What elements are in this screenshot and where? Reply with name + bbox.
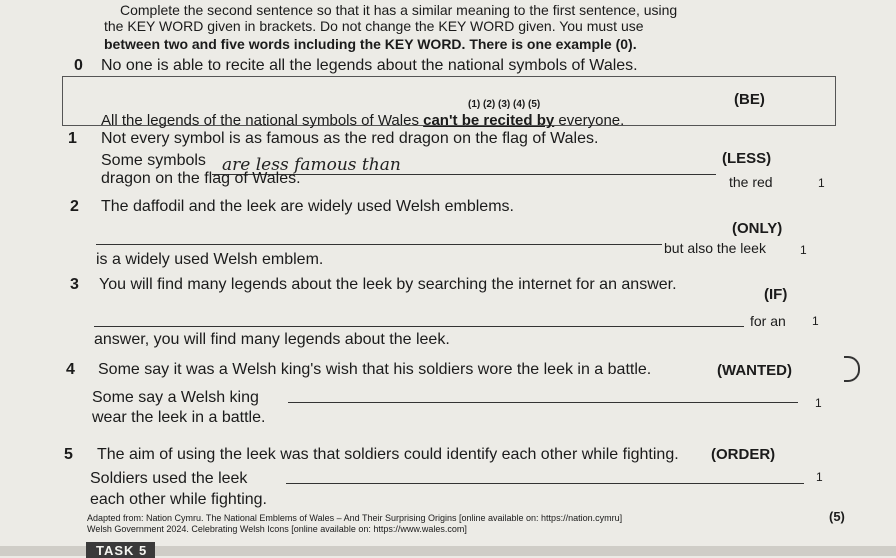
q4-number: 4 — [66, 361, 75, 378]
next-task-heading: TASK 5 — [86, 542, 155, 558]
total-marks: (5) — [829, 509, 845, 524]
source-line-2: Welsh Government 2024. Celebrating Welsh Icons [online available on: https://www.wales.com] — [87, 524, 467, 534]
q2-keyword: (ONLY) — [732, 220, 783, 237]
q5-continuation: each other while fighting. — [90, 491, 267, 508]
q5-answer-line[interactable] — [286, 483, 804, 484]
example-number: 0 — [74, 57, 83, 74]
q3-mark: 1 — [812, 314, 819, 328]
q4-mark: 1 — [815, 396, 822, 410]
q5-start: Soldiers used the leek — [90, 470, 248, 487]
q2-sentence: The daffodil and the leek are widely used Welsh emblems. — [101, 198, 514, 215]
example-answer-underlined: can't be recited by — [423, 112, 555, 129]
example-sentence: No one is able to recite all the legends about the national symbols of Wales. — [101, 57, 638, 74]
q3-end: for an — [750, 313, 786, 329]
q5-keyword: (ORDER) — [711, 446, 776, 463]
q1-keyword: (LESS) — [722, 150, 772, 167]
q2-continuation: is a widely used Welsh emblem. — [96, 251, 324, 268]
q4-answer-line[interactable] — [288, 402, 798, 403]
q4-continuation: wear the leek in a battle. — [92, 409, 266, 426]
instructions-line-1: Complete the second sentence so that it has a similar meaning to the first sentence, using — [120, 2, 678, 18]
q2-mark: 1 — [800, 243, 807, 257]
source-line-1: Adapted from: Nation Cymru. The National Emblems of Wales – And Their Surprising Origins [online available on: https://nation.cymru] — [87, 513, 623, 523]
q2-number: 2 — [70, 198, 79, 215]
q1-start: Some symbols — [101, 152, 206, 169]
q3-sentence: You will find many legends about the leek by searching the internet for an answer. — [99, 276, 677, 293]
q3-answer-line[interactable] — [94, 326, 744, 327]
q5-sentence: The aim of using the leek was that soldiers could identify each other while fighting. — [97, 446, 679, 463]
margin-bracket — [844, 356, 860, 382]
q4-keyword: (WANTED) — [717, 362, 792, 379]
q1-mark: 1 — [818, 176, 825, 190]
q3-keyword: (IF) — [764, 286, 788, 303]
instructions-line-2: the KEY WORD given in brackets. Do not change the KEY WORD given. You must use — [104, 18, 644, 34]
instructions-line-3: between two and five words including the KEY WORD. There is one example (0). — [104, 36, 637, 52]
q5-number: 5 — [64, 446, 73, 463]
q3-number: 3 — [70, 276, 79, 293]
q1-number: 1 — [68, 130, 77, 147]
q1-end: the red — [729, 174, 773, 190]
q1-handwritten-answer: are less famous than — [222, 155, 401, 175]
q4-sentence: Some say it was a Welsh king's wish that his soldiers wore the leek in a battle. — [98, 361, 652, 378]
q2-answer-line[interactable] — [96, 244, 662, 245]
example-keyword: (BE) — [734, 91, 765, 108]
example-word-count: (1) (2) (3) (4) (5) — [468, 99, 541, 110]
q1-continuation: dragon on the flag of Wales. — [101, 170, 301, 187]
q4-start: Some say a Welsh king — [92, 389, 259, 406]
q5-mark: 1 — [816, 470, 823, 484]
q3-continuation: answer, you will find many legends about the leek. — [94, 331, 450, 348]
example-answer: All the legends of the national symbols of Wales can't be recited by everyone. — [101, 112, 625, 129]
q2-end: but also the leek — [664, 240, 766, 256]
q1-sentence: Not every symbol is as famous as the red dragon on the flag of Wales. — [101, 130, 599, 147]
